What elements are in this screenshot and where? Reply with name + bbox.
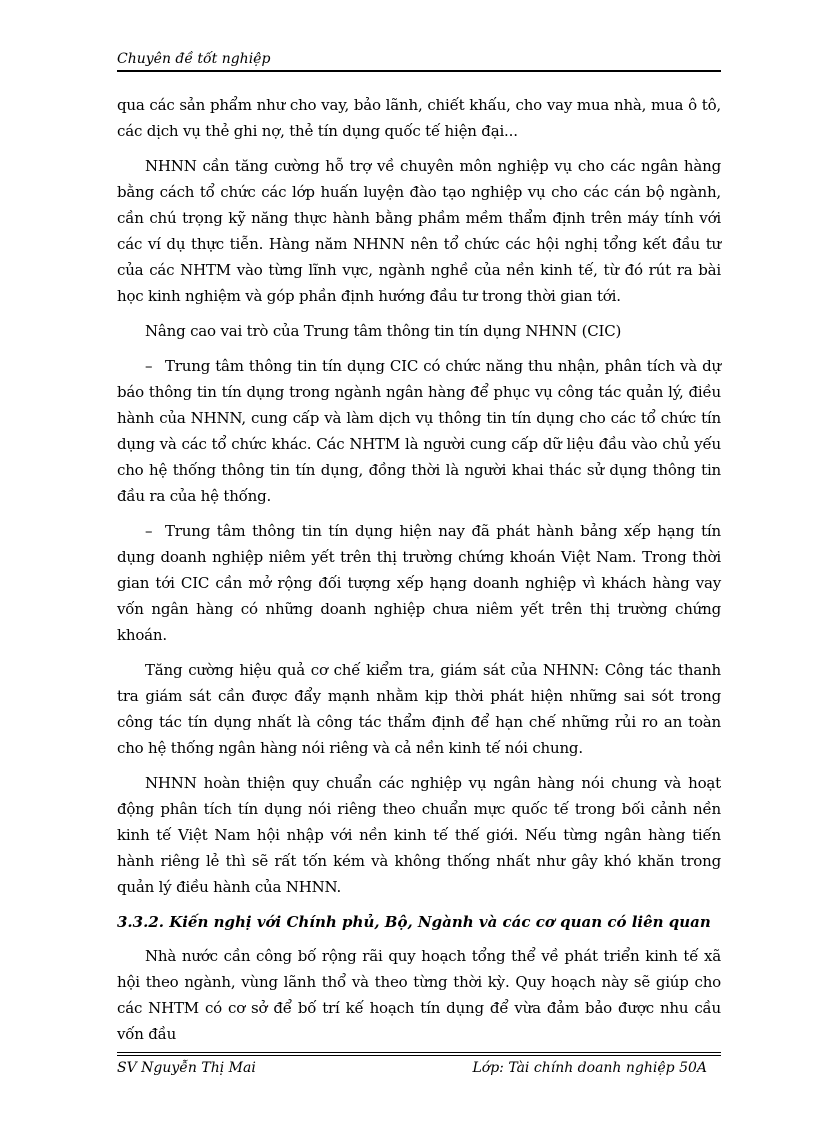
page-footer xyxy=(117,1052,721,1080)
dash-bullet: – xyxy=(145,522,153,540)
footer-class: Lớp: Tài chính doanh nghiệp 50A xyxy=(472,1060,707,1076)
header-title: Chuyên đề tốt nghiệp xyxy=(117,51,271,67)
paragraph-continuation: qua các sản phẩm như cho vay, bảo lãnh, chiết khấu, cho vay mua nhà, mua ô tô, các dịch vụ thẻ ghi nợ, thẻ tín dụng quốc tế hiện đại... xyxy=(117,96,721,140)
section-heading: 3.3.2. Kiến nghị với Chính phủ, Bộ, Ngành và các cơ quan có liên quan xyxy=(117,913,711,931)
list-item-cic-function xyxy=(117,353,721,509)
list-item-text: Trung tâm thông tin tín dụng hiện nay đã phát hành bảng xếp hạng tín dụng doanh nghiệp niêm yết trên thị trường chứng khoán Việt Nam. Trong thời gian tới CIC cần mở rộng đối tượng xếp hạng doanh nghiệp vì khách hàng vay vốn ngân hàng có những doanh nghiệp chưa niêm yết trên thị trường chứng khoán. xyxy=(117,522,721,644)
list-item-text: Trung tâm thông tin tín dụng CIC có chức năng thu nhận, phân tích và dự báo thông tin tín dụng trong ngành ngân hàng để phục vụ công tác quản lý, điều hành của NHNN, cung cấp và làm dịch vụ thông tin tín dụng cho các tổ chức tín dụng và các tổ chức khác. Các NHTM là người cung cấp dữ liệu đầu vào chủ yếu cho hệ thống thông tin tín dụng, đồng thời là người khai thác sử dụng thông tin đầu ra của hệ thống. xyxy=(117,357,721,505)
list-item-cic-ranking xyxy=(117,518,721,648)
footer-rule xyxy=(117,1052,721,1053)
dash-bullet: – xyxy=(145,357,153,375)
footer-rule xyxy=(117,1055,721,1056)
document-body xyxy=(117,92,721,1056)
paragraph-cic-heading: Nâng cao vai trò của Trung tâm thông tin tín dụng NHNN (CIC) xyxy=(145,322,622,340)
paragraph-supervision: Tăng cường hiệu quả cơ chế kiểm tra, giám sát của NHNN: Công tác thanh tra giám sát cần được đẩy mạnh nhằm kịp thời phát hiện những sai sót trong công tác tín dụng nhất là công tác thẩm định để hạn chế những rủi ro an toàn cho hệ thống ngân hàng nói riêng và cả nền kinh tế nói chung. xyxy=(117,661,721,757)
paragraph-standards: NHNN hoàn thiện quy chuẩn các nghiệp vụ ngân hàng nói chung và hoạt động phân tích tín dụng nói riêng theo chuẩn mực quốc tế trong bối cảnh nền kinh tế Việt Nam hội nhập với nền kinh tế thế giới. Nếu từng ngân hàng tiến hành riêng lẻ thì sẽ rất tốn kém và không thống nhất như gây khó khăn trong quản lý điều hành của NHNN. xyxy=(117,774,721,896)
paragraph-state-planning: Nhà nước cần công bố rộng rãi quy hoạch tổng thể về phát triển kinh tế xã hội theo ngành, vùng lãnh thổ và theo từng thời kỳ. Quy hoạch này sẽ giúp cho các NHTM có cơ sở để bố trí kế hoạch tín dụng để vừa đảm bảo được nhu cầu vốn đầu xyxy=(117,947,721,1043)
paragraph-nhnn-support: NHNN cần tăng cường hỗ trợ về chuyên môn nghiệp vụ cho các ngân hàng bằng cách tổ chức các lớp huấn luyện đào tạo nghiệp vụ cho các cán bộ ngành, cần chú trọng kỹ năng thực hành bằng phầm mềm thẩm định trên máy tính với các ví dụ thực tiễn. Hàng năm NHNN nên tổ chức các hội nghị tổng kết đầu tư của các NHTM vào từng lĩnh vực, ngành nghề của nền kinh tế, từ đó rút ra bài học kinh nghiệm và góp phần định hướng đầu tư trong thời gian tới. xyxy=(117,157,721,305)
footer-student-name: SV Nguyễn Thị Mai xyxy=(117,1060,256,1076)
page-header xyxy=(117,50,721,72)
